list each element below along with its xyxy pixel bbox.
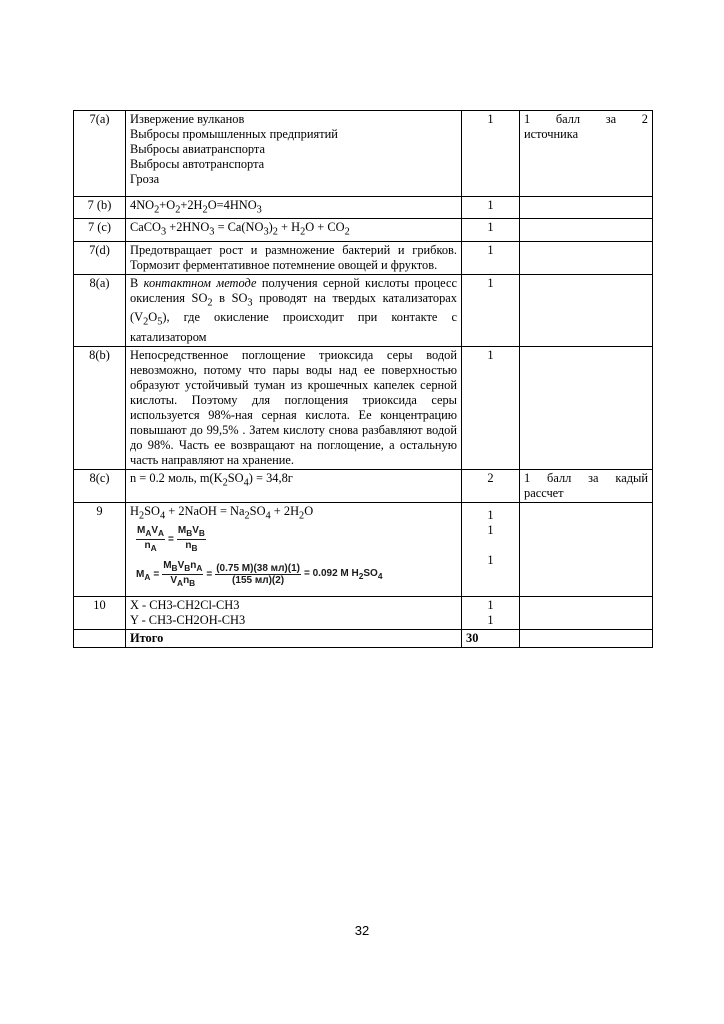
titration-formula-image: $\frac{M_AV_A}{n_A}$ = $\frac{M_BV_B}{n_B}$: [137, 525, 205, 554]
calculation-formula-image: $M_A$ = $\frac{M_BV_Bn_A}{V_An_B}$ = $\frac{(0.75 M)(38 мл)(1)}{(155 мл)(2)}$ = 0.092 M $H_2SO_4$: [136, 560, 383, 589]
points-cell: 1: [462, 219, 520, 241]
task-number: 7(d): [74, 241, 126, 274]
task-number: 9: [74, 502, 126, 596]
table-row: [74, 219, 653, 241]
grading-note: [520, 346, 653, 469]
points-cell: 1 1: [462, 596, 520, 629]
task-number: 8(a): [74, 274, 126, 346]
table-row: [74, 502, 653, 596]
grading-note: [520, 502, 653, 596]
table-row-total: [74, 629, 653, 647]
table-row: [74, 274, 653, 346]
points-cell: 2: [462, 469, 520, 502]
points-cell: 1 1 1: [462, 502, 520, 596]
table-row: [74, 469, 653, 502]
task-number: 8(b): [74, 346, 126, 469]
grading-note: 1 балл за кадый рассчет: [520, 469, 653, 502]
answer-key-table: [73, 110, 653, 648]
table-row: [74, 197, 653, 219]
grading-note: [520, 219, 653, 241]
total-label: Итого: [126, 629, 462, 647]
grading-note: [520, 596, 653, 629]
total-points: 30: [462, 629, 520, 647]
grading-note: [520, 274, 653, 346]
reaction-equation: $H_2SO_4$ + 2NaOH = $Na_2SO_4 + 2H_2O$: [130, 503, 314, 522]
table-row: [74, 111, 653, 197]
answer-text: CaCO$_3$ $+2HNO_3 = Ca(NO_3)_2 + H_2O + CO_2$: [126, 219, 462, 241]
page-number: 32: [354, 923, 370, 938]
answer-text: n = 0.2 моль, $m(K_2SO_4) = 34,8г$: [126, 469, 462, 502]
points-cell: 1: [462, 274, 520, 346]
task-number: 7 (b): [74, 197, 126, 219]
answer-text: Предотвращает рост и размножение бактерий и грибков. Тормозит ферментативное потемнение овощей и фруктов.: [126, 241, 462, 274]
points-cell: 1: [462, 111, 520, 197]
answer-text: [126, 502, 462, 596]
task-number: 8(c): [74, 469, 126, 502]
points-cell: 1: [462, 241, 520, 274]
points-cell: 1: [462, 346, 520, 469]
table-row: [74, 596, 653, 629]
answer-text: X - CH3-CH2Cl-CH3 Y - CH3-CH2OH-CH3: [126, 596, 462, 629]
task-number: 7(a): [74, 111, 126, 197]
points-cell: 1: [462, 197, 520, 219]
task-number: 7 (c): [74, 219, 126, 241]
grading-note: 1 балл за 2 источника: [520, 111, 653, 197]
answer-text: Непосредственное поглощение триоксида серы водой невозможно, потому что пары воды над ее поверхностью образуют устойчивый туман из крошечных капелек серной кислоты. Поэтому для поглощения триоксида серы используется 98%-ная серная кислота. Ее концентрацию повышают до 99,5% . Затем кислоту снова разбавляют водой до 98%. Часть ее возвращают на поглощение, а остальную часть направляют на хранение.: [126, 346, 462, 469]
grading-note: [520, 197, 653, 219]
answer-text: В контактном методе получения серной кислоты процесс окисления $SO_2$ в $SO_3$ проводят на твердых катализаторах $(V_2O_5)$, где окисление происходит при контакте с катализатором: [126, 274, 462, 346]
answer-text: $4NO_2+O_2+2H_2O=4HNO_3$: [126, 197, 462, 219]
table-row: [74, 241, 653, 274]
grading-note: [520, 241, 653, 274]
answer-text: Извержение вулканов Выбросы промышленных предприятий Выбросы авиатранспорта Выбросы автотранспорта Гроза: [126, 111, 462, 197]
task-number: 10: [74, 596, 126, 629]
table-row: [74, 346, 653, 469]
